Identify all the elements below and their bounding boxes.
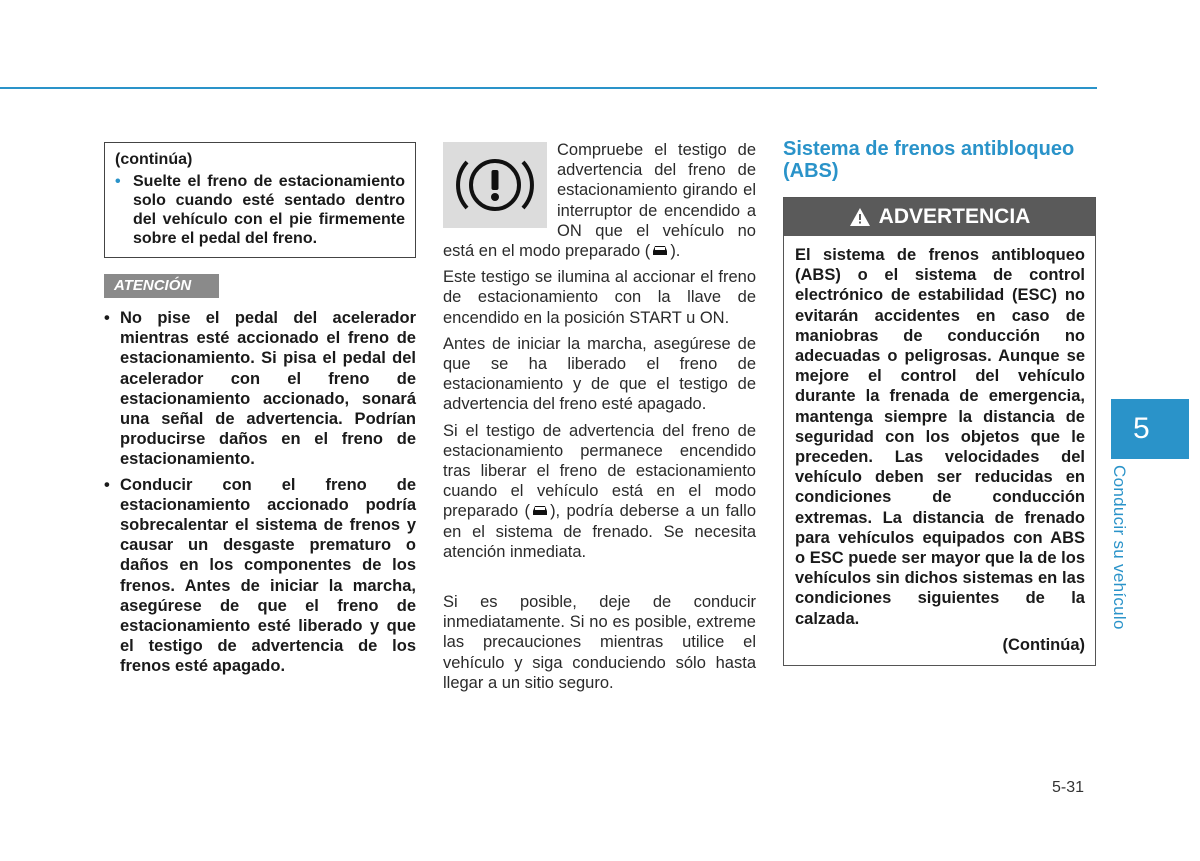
chapter-label: Conducir su vehículo (1110, 465, 1129, 630)
continued-bullet-text: Suelte el freno de estacionamiento solo cuando esté sentado dentro del vehículo con el pie firmemente sobre el pedal del freno. (133, 173, 405, 247)
warning-box (783, 197, 1096, 666)
right-column (783, 138, 1096, 666)
left-column (104, 142, 416, 682)
ready-mode-car-icon (650, 243, 670, 257)
attention-item (104, 475, 416, 677)
warning-body (784, 236, 1095, 665)
brake-warning-icon (443, 142, 547, 228)
continued-bullet (115, 172, 405, 248)
chapter-number: 5 (1133, 412, 1150, 445)
warning-triangle-icon (849, 207, 871, 227)
bullet-dot-icon: • (104, 475, 110, 494)
paragraph-text: ). (670, 242, 681, 261)
ready-mode-car-icon (530, 503, 550, 517)
attention-list (104, 308, 416, 677)
warning-continues: (Continúa) (1002, 635, 1085, 654)
attention-item-text: Conducir con el freno de estacionamiento accionado podría sobrecalentar el sistema de frenos y causar un desgaste prematuro o daños en los componentes de los frenos. Antes de iniciar la marcha, asegúrese de que el freno de estacionamiento esté liberado y que el testigo de advertencia de los frenos esté apagado. (120, 475, 416, 676)
paragraph-stop-driving: Si es posible, deje de conducir inmediatamente. Si no es posible, extreme las precauciones mientras utilice el vehículo y siga conduciendo sólo hasta llegar a un sitio seguro. (443, 593, 756, 692)
top-rule (0, 87, 1097, 89)
warning-header (784, 198, 1095, 236)
attention-item-text: No pise el pedal del acelerador mientras esté accionado el freno de estacionamiento. Si pisa el pedal del acelerador con el freno de estacionamiento accionado, sonará una señal de advertencia. Podrían producirse daños en el freno de estacionamiento. (120, 309, 416, 469)
section-title: Sistema de frenos antibloqueo (ABS) (783, 138, 1075, 182)
paragraph-text: Compruebe el testigo de advertencia del freno de estacionamiento girando el interruptor de encendido a ON que el vehículo no está en el modo preparado ( (443, 141, 756, 261)
chapter-label-container (1110, 465, 1147, 635)
page-number: 5-31 (1052, 779, 1085, 796)
middle-column (443, 140, 756, 699)
attention-item (104, 308, 416, 470)
continued-box (104, 142, 416, 258)
bullet-dot-icon: • (115, 173, 121, 190)
paragraph-text: ), podría deberse a un fallo en el sistema de frenado. Se necesita atención inmediata. (443, 502, 756, 561)
chapter-tab (1111, 399, 1189, 459)
attention-label: ATENCIÓN (104, 274, 219, 298)
paragraph-before-driving: Antes de iniciar la marcha, asegúrese de que se ha liberado el freno de estacionamiento y de que el testigo de advertencia del freno esté apagado. (443, 334, 756, 414)
paragraph-light-on: Este testigo se ilumina al accionar el freno de estacionamiento con la llave de encendido en la posición START u ON. (443, 268, 756, 327)
warning-label: ADVERTENCIA (878, 205, 1031, 228)
paragraph-text: Si el testigo de advertencia del freno de estacionamiento permanece encendido tras liberar el freno de estacionamiento cuando el vehículo está en el modo preparado ( (443, 421, 756, 521)
continued-header: (continúa) (115, 151, 193, 168)
warning-text: El sistema de frenos antibloqueo (ABS) o el sistema de control electrónico de estabilidad (ESC) no evitarán accidentes en caso de maniobras de conducción no adecuadas o peligrosas. Aunque se mejore el control del vehículo durante la frenada de emergencia, mantenga siempre la distancia de seguridad con los objetos que le preceden. Las velocidades del vehículo deben ser reducidas en condiciones de conducción extremas. La distancia de frenado para vehículos equipados con ABS o ESC puede ser mayor que la de los vehículos sin dichos sistemas en las condiciones siguientes de la calzada. (795, 246, 1085, 628)
paragraph-light-remains (443, 421, 756, 562)
bullet-dot-icon: • (104, 309, 110, 327)
